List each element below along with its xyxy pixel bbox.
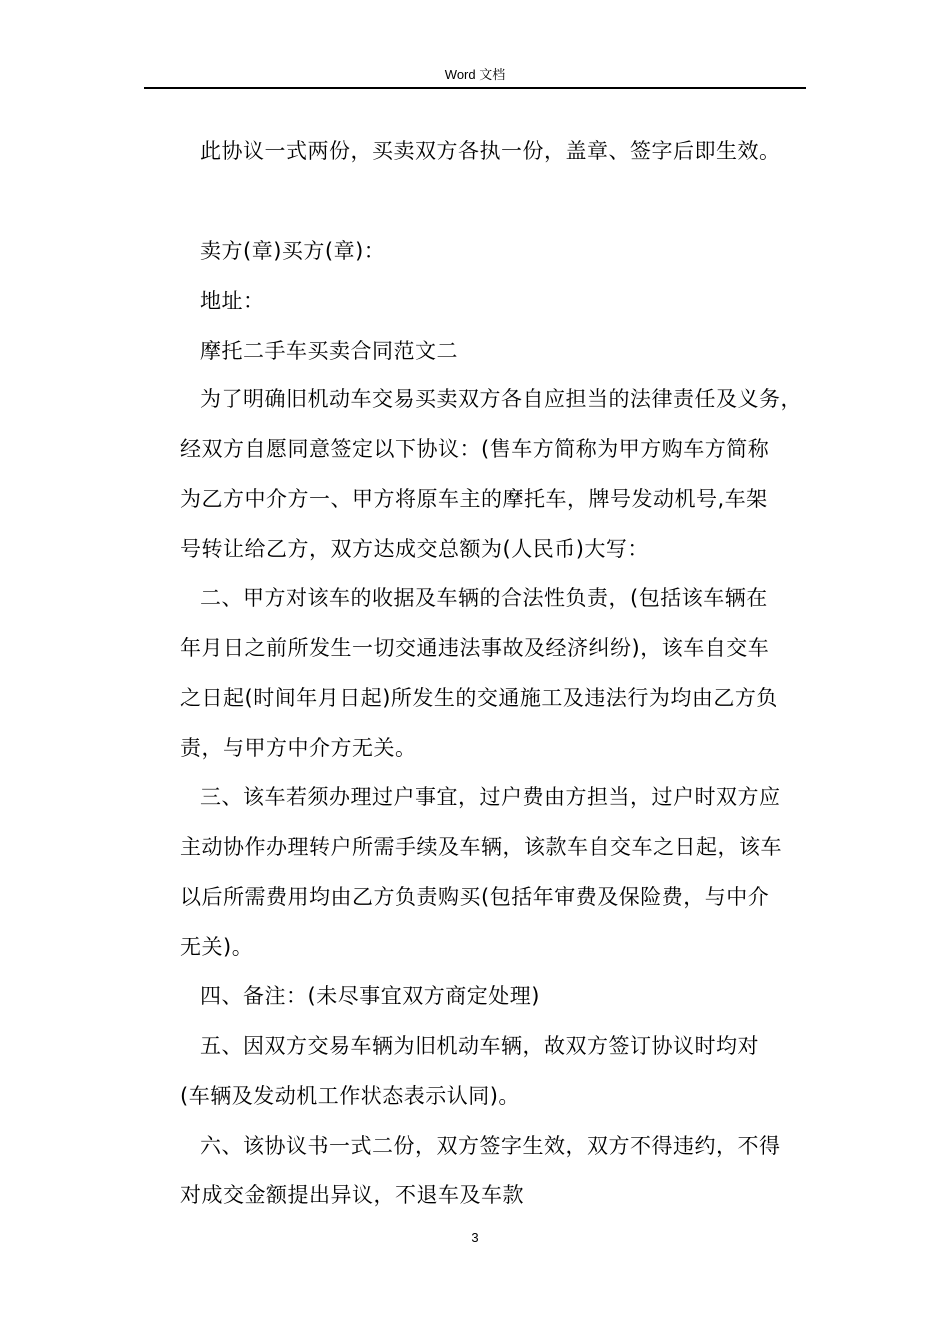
body-line: 四、备注：(未尽事宜双方商定处理): [200, 984, 540, 1008]
body-line: 号转让给乙方，双方达成交总额为(人民币)大写：: [180, 537, 649, 561]
body-line: 年月日之前所发生一切交通违法事故及经济纠纷)，该车自交车: [180, 636, 770, 660]
body-line: 主动协作办理转户所需手续及车辆，该款车自交车之日起，该车: [180, 835, 782, 859]
body-line: 六、该协议书一式二份，双方签字生效，双方不得违约，不得: [200, 1134, 781, 1158]
body-line: 为了明确旧机动车交易买卖双方各自应担当的法律责任及义务，: [200, 387, 802, 411]
header-divider: [144, 87, 806, 89]
body-line: 地址：: [200, 289, 265, 313]
body-line: 责，与甲方中介方无关。: [180, 736, 417, 760]
body-line: 五、因双方交易车辆为旧机动车辆，故双方签订协议时均对: [200, 1034, 759, 1058]
body-line: 之日起(时间年月日起)所发生的交通施工及违法行为均由乙方负: [180, 686, 778, 710]
page-header-title: Word 文档: [444, 67, 506, 82]
body-line: 以后所需费用均由乙方负责购买(包括年审费及保险费，与中介: [180, 885, 770, 909]
body-line: 为乙方中介方一、甲方将原车主的摩托车，牌号发动机号,车架: [180, 487, 768, 511]
body-line: 二、甲方对该车的收据及车辆的合法性负责，(包括该车辆在: [200, 586, 768, 610]
body-line: 对成交金额提出异议，不退车及车款: [180, 1183, 524, 1207]
body-line: 无关)。: [180, 935, 254, 959]
page-number: 3: [471, 1230, 479, 1245]
body-line: 经双方自愿同意签定以下协议：(售车方简称为甲方购车方简称: [180, 437, 770, 461]
body-line: 摩托二手车买卖合同范文二: [200, 339, 458, 363]
body-line: 卖方(章)买方(章)：: [200, 239, 386, 263]
body-line: (车辆及发动机工作状态表示认同)。: [180, 1084, 520, 1108]
body-line: 此协议一式两份，买卖双方各执一份，盖章、签字后即生效。: [200, 139, 781, 163]
body-line: 三、该车若须办理过户事宜，过户费由方担当，过户时双方应: [200, 785, 781, 809]
